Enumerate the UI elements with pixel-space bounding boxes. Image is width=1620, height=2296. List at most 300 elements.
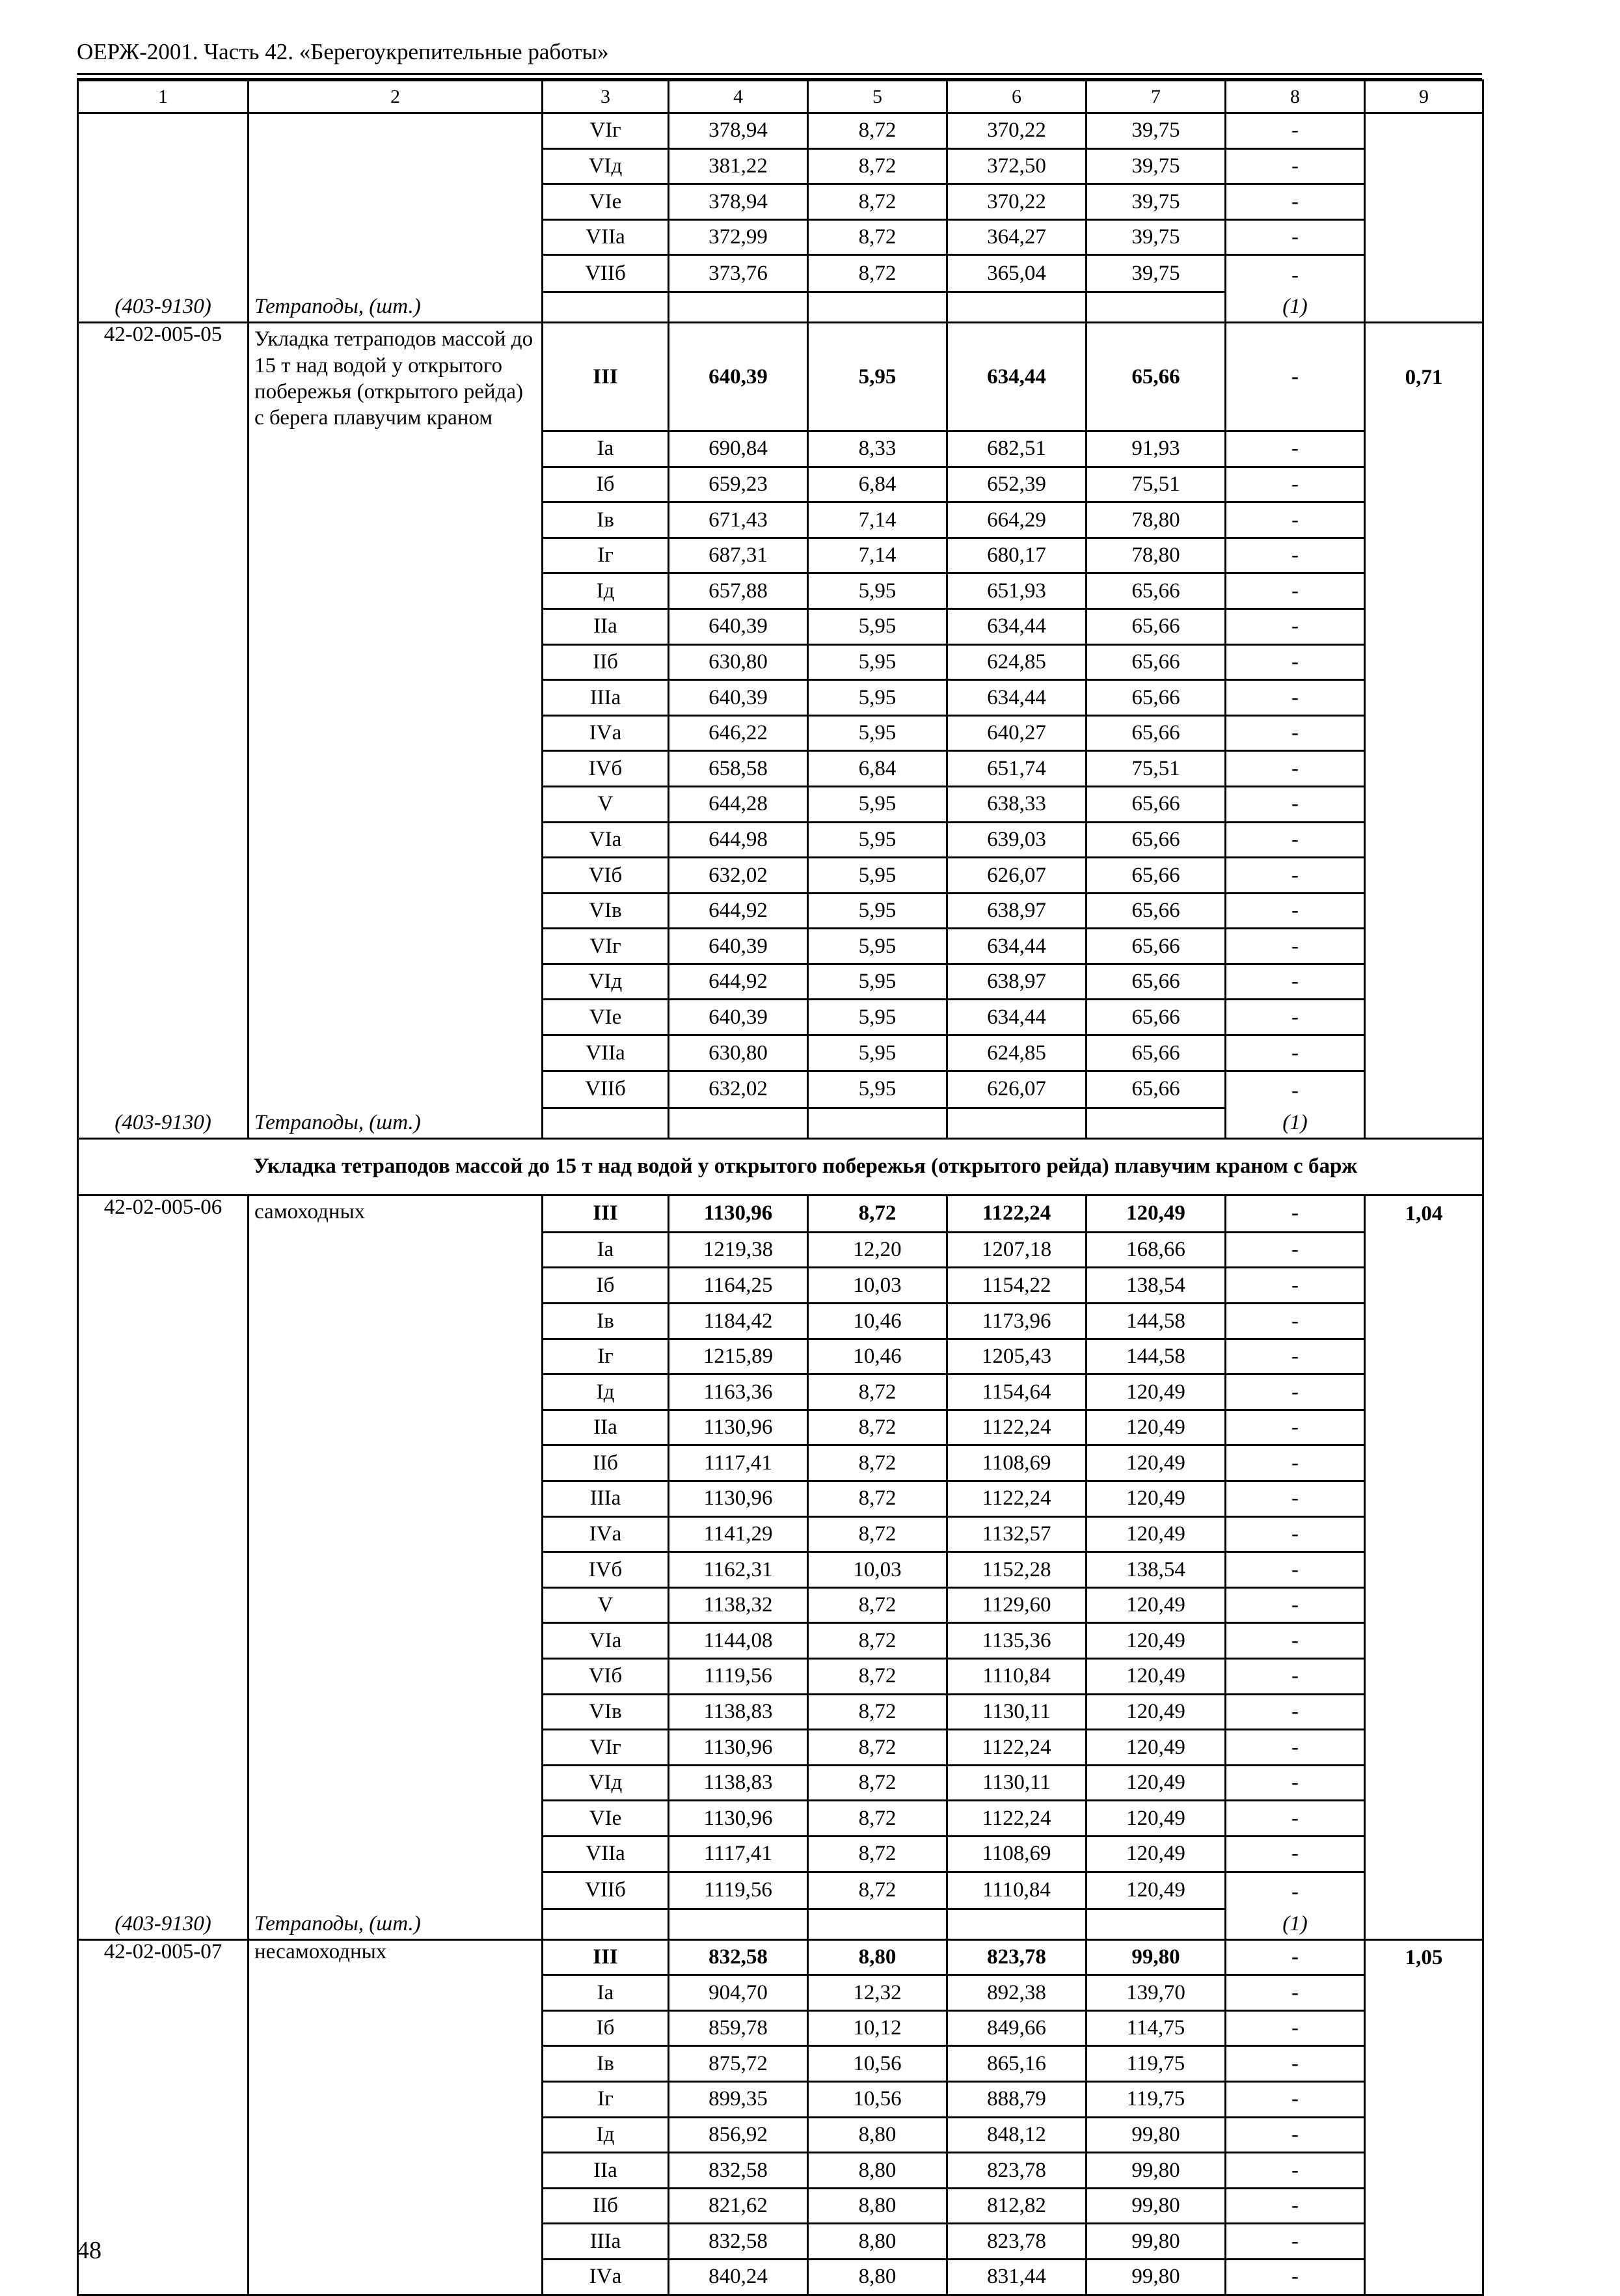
value-cell: 1154,22 [947,1268,1087,1304]
column-number: 4 [669,81,808,113]
value-cell: 859,78 [669,2010,808,2046]
material-cell: - [1226,1232,1365,1268]
table-row [78,2153,1483,2189]
rate-code-empty [78,1481,249,1517]
rate-name-empty [249,2259,543,2295]
footnote-name: Тетраподы, (шт.) [249,1108,543,1138]
rate-code-empty [78,1035,249,1071]
value-cell: 5,95 [808,323,947,431]
footnote-blank [543,1909,669,1939]
rate-name-empty [249,184,543,220]
value-cell: 638,97 [947,964,1087,1000]
value-cell: 8,72 [808,1516,947,1552]
rate-code-empty [78,1516,249,1552]
material-cell: - [1226,1939,1365,1975]
coefficient-empty [1365,2117,1483,2153]
rate-name-empty [249,1000,543,1035]
value-cell: 5,95 [808,644,947,680]
table-row [78,1410,1483,1445]
value-cell: 99,80 [1087,2259,1226,2295]
footnote-blank [543,1108,669,1138]
material-cell: - [1226,680,1365,716]
value-cell: 373,76 [669,255,808,292]
table-row [78,1035,1483,1071]
material-cell: - [1226,2153,1365,2189]
value-cell: 626,07 [947,858,1087,894]
material-cell: - [1226,2082,1365,2118]
value-cell: 640,39 [669,929,808,964]
rate-code-empty [78,1765,249,1801]
coefficient-empty [1365,751,1483,787]
rate-name-empty [249,893,543,929]
value-cell: 8,72 [808,1801,947,1837]
coefficient-empty [1365,1801,1483,1837]
value-cell: 1219,38 [669,1232,808,1268]
rate-name-empty [249,929,543,964]
footnote-blank [1365,292,1483,323]
coefficient-empty [1365,1872,1483,1909]
rates-table-body [78,81,1483,2295]
rate-name-empty [249,1623,543,1659]
rate-code-empty [78,786,249,822]
rate-code-empty [78,964,249,1000]
coefficient-empty [1365,680,1483,716]
value-cell: 849,66 [947,2010,1087,2046]
value-cell: 638,33 [947,786,1087,822]
rate-name-empty [249,1339,543,1374]
value-cell: 812,82 [947,2188,1087,2224]
value-cell: 75,51 [1087,467,1226,502]
value-cell: 8,72 [808,1730,947,1766]
table-row [78,2188,1483,2224]
rate-name-empty [249,2082,543,2118]
table-row [78,1658,1483,1694]
zone-cell: IIб [543,644,669,680]
coefficient-empty [1365,1071,1483,1108]
rate-name-empty [249,2224,543,2260]
rate-code-empty [78,822,249,858]
value-cell: 10,12 [808,2010,947,2046]
value-cell: 821,62 [669,2188,808,2224]
value-cell: 856,92 [669,2117,808,2153]
value-cell: 8,33 [808,431,947,467]
zone-cell: IVа [543,715,669,751]
zone-cell: VIб [543,1658,669,1694]
rate-code-empty [78,858,249,894]
rate-name-empty [249,1304,543,1339]
rate-name-empty [249,1694,543,1730]
value-cell: 888,79 [947,2082,1087,2118]
table-row [78,1481,1483,1517]
material-cell: - [1226,1000,1365,1035]
coefficient-empty [1365,1268,1483,1304]
zone-cell: IVа [543,2259,669,2295]
value-cell: 65,66 [1087,822,1226,858]
value-cell: 1130,96 [669,1481,808,1517]
material-cell: - [1226,219,1365,255]
value-cell: 624,85 [947,644,1087,680]
zone-cell: V [543,1587,669,1623]
rate-name-empty [249,538,543,573]
value-cell: 65,66 [1087,680,1226,716]
material-cell: - [1226,858,1365,894]
value-cell: 65,66 [1087,858,1226,894]
rate-name-empty [249,644,543,680]
value-cell: 381,22 [669,148,808,184]
value-cell: 5,95 [808,929,947,964]
coefficient-empty [1365,1587,1483,1623]
value-cell: 8,80 [808,2153,947,2189]
table-row [78,323,1483,431]
value-cell: 831,44 [947,2259,1087,2295]
rate-name-empty [249,467,543,502]
value-cell: 7,14 [808,538,947,573]
rate-code-empty [78,1623,249,1659]
value-cell: 658,58 [669,751,808,787]
material-cell: - [1226,1035,1365,1071]
value-cell: 1130,11 [947,1765,1087,1801]
value-cell: 39,75 [1087,184,1226,220]
value-cell: 1215,89 [669,1339,808,1374]
zone-cell: VIа [543,822,669,858]
material-cell: - [1226,1516,1365,1552]
table-row [78,1730,1483,1766]
value-cell: 378,94 [669,184,808,220]
zone-cell: Iд [543,2117,669,2153]
value-cell: 39,75 [1087,148,1226,184]
value-cell: 120,49 [1087,1374,1226,1410]
material-cell: - [1226,255,1365,292]
coefficient-cell: 1,05 [1365,1939,1483,1975]
value-cell: 8,72 [808,255,947,292]
value-cell: 664,29 [947,502,1087,538]
value-cell: 634,44 [947,323,1087,431]
table-row [78,1836,1483,1872]
table-row [78,858,1483,894]
footnote-blank [1087,1108,1226,1138]
footnote-code: (403-9130) [78,1108,249,1138]
value-cell: 634,44 [947,1000,1087,1035]
coefficient-empty [1365,2010,1483,2046]
value-cell: 1144,08 [669,1623,808,1659]
table-row [78,1801,1483,1837]
value-cell: 682,51 [947,431,1087,467]
rate-code-empty [78,1410,249,1445]
value-cell: 8,72 [808,1872,947,1909]
table-row [78,644,1483,680]
value-cell: 646,22 [669,715,808,751]
value-cell: 120,49 [1087,1765,1226,1801]
rate-name-empty [249,751,543,787]
value-cell: 378,94 [669,113,808,149]
rate-code-empty [78,2188,249,2224]
material-cell: - [1226,323,1365,431]
zone-cell: VIг [543,113,669,149]
value-cell: 65,66 [1087,1000,1226,1035]
zone-cell: IVб [543,1552,669,1588]
material-cell: - [1226,502,1365,538]
value-cell: 5,95 [808,822,947,858]
value-cell: 120,49 [1087,1730,1226,1766]
zone-cell: Iа [543,1975,669,2011]
value-cell: 638,97 [947,893,1087,929]
coefficient-empty [1365,502,1483,538]
rate-code-empty [78,1836,249,1872]
zone-cell: VIIа [543,1836,669,1872]
value-cell: 1117,41 [669,1836,808,1872]
coefficient-empty [1365,1035,1483,1071]
material-cell: - [1226,2224,1365,2260]
table-row [78,1623,1483,1659]
material-cell: - [1226,2117,1365,2153]
value-cell: 823,78 [947,1939,1087,1975]
column-number: 9 [1365,81,1483,113]
coefficient-empty [1365,644,1483,680]
table-row [78,786,1483,822]
rate-name-empty [249,2153,543,2189]
zone-cell: V [543,786,669,822]
value-cell: 1130,96 [669,1730,808,1766]
value-cell: 8,72 [808,1445,947,1481]
value-cell: 39,75 [1087,219,1226,255]
value-cell: 640,39 [669,1000,808,1035]
zone-cell: VIг [543,929,669,964]
value-cell: 5,95 [808,964,947,1000]
value-cell: 8,80 [808,1939,947,1975]
value-cell: 659,23 [669,467,808,502]
value-cell: 1130,96 [669,1410,808,1445]
zone-cell: Iг [543,2082,669,2118]
column-number: 3 [543,81,669,113]
rate-name: самоходных [249,1195,543,1232]
value-cell: 1138,83 [669,1694,808,1730]
value-cell: 99,80 [1087,1939,1226,1975]
value-cell: 690,84 [669,431,808,467]
value-cell: 632,02 [669,858,808,894]
value-cell: 1119,56 [669,1872,808,1909]
rate-code-empty [78,2153,249,2189]
value-cell: 8,72 [808,148,947,184]
value-cell: 10,56 [808,2082,947,2118]
column-number: 5 [808,81,947,113]
coefficient-empty [1365,2224,1483,2260]
rate-name-empty [249,1071,543,1108]
rate-name-empty [249,1872,543,1909]
value-cell: 65,66 [1087,1035,1226,1071]
value-cell: 99,80 [1087,2153,1226,2189]
rate-code-empty [78,1975,249,2011]
zone-cell: VIе [543,1801,669,1837]
rate-name-empty [249,255,543,292]
zone-cell: IIа [543,608,669,644]
value-cell: 644,92 [669,964,808,1000]
coefficient-empty [1365,113,1483,149]
column-number: 8 [1226,81,1365,113]
table-row [78,608,1483,644]
rate-name-empty [249,680,543,716]
material-cell: - [1226,2188,1365,2224]
value-cell: 5,95 [808,573,947,609]
material-cell: - [1226,786,1365,822]
material-cell: - [1226,1765,1365,1801]
value-cell: 1122,24 [947,1195,1087,1232]
rate-code-empty [78,1658,249,1694]
value-cell: 119,75 [1087,2046,1226,2082]
zone-cell: VIг [543,1730,669,1766]
footnote-blank [947,292,1087,323]
zone-cell: VIIб [543,1872,669,1909]
footnote-row [78,1108,1483,1138]
value-cell: 1207,18 [947,1232,1087,1268]
footnote-blank [1365,1909,1483,1939]
rate-name-empty [249,1730,543,1766]
rate-code-empty [78,1552,249,1588]
material-cell: - [1226,1730,1365,1766]
footnote-blank [808,1909,947,1939]
footnote-name: Тетраподы, (шт.) [249,1909,543,1939]
value-cell: 640,27 [947,715,1087,751]
value-cell: 1108,69 [947,1836,1087,1872]
zone-cell: VIб [543,858,669,894]
rate-name-empty [249,1658,543,1694]
rate-code-empty [78,1374,249,1410]
value-cell: 634,44 [947,680,1087,716]
table-row [78,1374,1483,1410]
rate-code-empty [78,1339,249,1374]
value-cell: 65,66 [1087,893,1226,929]
column-number: 6 [947,81,1087,113]
value-cell: 1122,24 [947,1801,1087,1837]
table-row [78,751,1483,787]
footnote-blank [669,1909,808,1939]
value-cell: 1163,36 [669,1374,808,1410]
coefficient-empty [1365,2259,1483,2295]
material-cell: - [1226,113,1365,149]
coefficient-empty [1365,1694,1483,1730]
rate-code-empty [78,644,249,680]
value-cell: 144,58 [1087,1304,1226,1339]
rate-name: несамоходных [249,1939,543,1975]
table-row [78,573,1483,609]
table-row [78,219,1483,255]
zone-cell: III [543,1939,669,1975]
value-cell: 10,46 [808,1304,947,1339]
coefficient-empty [1365,1232,1483,1268]
coefficient-empty [1365,2153,1483,2189]
rate-code-empty [78,219,249,255]
rate-code-empty [78,1232,249,1268]
coefficient-empty [1365,219,1483,255]
value-cell: 865,16 [947,2046,1087,2082]
zone-cell: IIIа [543,1481,669,1517]
coefficient-empty [1365,1000,1483,1035]
value-cell: 630,80 [669,1035,808,1071]
footnote-blank [947,1108,1087,1138]
value-cell: 1122,24 [947,1730,1087,1766]
coefficient-empty [1365,431,1483,467]
footnote-quantity: (1) [1226,1909,1365,1939]
material-cell: - [1226,608,1365,644]
coefficient-cell: 0,71 [1365,323,1483,431]
rate-code-empty [78,1445,249,1481]
rate-code-empty [78,148,249,184]
coefficient-empty [1365,2046,1483,2082]
value-cell: 626,07 [947,1071,1087,1108]
rate-code-empty [78,680,249,716]
material-cell: - [1226,1304,1365,1339]
table-row [78,1445,1483,1481]
material-cell: - [1226,1195,1365,1232]
rate-code-empty [78,2082,249,2118]
value-cell: 657,88 [669,573,808,609]
zone-cell: IIб [543,2188,669,2224]
value-cell: 120,49 [1087,1410,1226,1445]
value-cell: 8,80 [808,2188,947,2224]
value-cell: 5,95 [808,1071,947,1108]
coefficient-empty [1365,1730,1483,1766]
value-cell: 899,35 [669,2082,808,2118]
table-row [78,1765,1483,1801]
value-cell: 5,95 [808,715,947,751]
value-cell: 75,51 [1087,751,1226,787]
value-cell: 687,31 [669,538,808,573]
column-number: 1 [78,81,249,113]
rate-code-empty [78,1000,249,1035]
value-cell: 6,84 [808,751,947,787]
value-cell: 1122,24 [947,1481,1087,1517]
value-cell: 370,22 [947,113,1087,149]
value-cell: 1129,60 [947,1587,1087,1623]
coefficient-empty [1365,148,1483,184]
material-cell: - [1226,715,1365,751]
rate-name-empty [249,1801,543,1837]
rate-name-empty [249,2046,543,2082]
rate-code-empty [78,751,249,787]
zone-cell: Iб [543,1268,669,1304]
material-cell: - [1226,1872,1365,1909]
coefficient-empty [1365,1658,1483,1694]
zone-cell: Iа [543,431,669,467]
material-cell: - [1226,1071,1365,1108]
value-cell: 5,95 [808,893,947,929]
material-cell: - [1226,2010,1365,2046]
coefficient-empty [1365,1623,1483,1659]
coefficient-empty [1365,538,1483,573]
rate-name-empty [249,1975,543,2011]
value-cell: 5,95 [808,858,947,894]
zone-cell: Iб [543,2010,669,2046]
value-cell: 8,80 [808,2224,947,2260]
material-cell: - [1226,644,1365,680]
rate-name-empty [249,1765,543,1801]
section-heading-row [78,1138,1483,1195]
value-cell: 119,75 [1087,2082,1226,2118]
coefficient-empty [1365,715,1483,751]
table-row [78,1516,1483,1552]
zone-cell: IIб [543,1445,669,1481]
zone-cell: VIIб [543,1071,669,1108]
rate-name-empty [249,1587,543,1623]
table-row [78,148,1483,184]
coefficient-cell: 1,04 [1365,1195,1483,1232]
value-cell: 1117,41 [669,1445,808,1481]
rate-name-empty [249,822,543,858]
rate-code-empty [78,1694,249,1730]
table-row [78,538,1483,573]
material-cell: - [1226,431,1365,467]
value-cell: 364,27 [947,219,1087,255]
footnote-quantity: (1) [1226,1108,1365,1138]
